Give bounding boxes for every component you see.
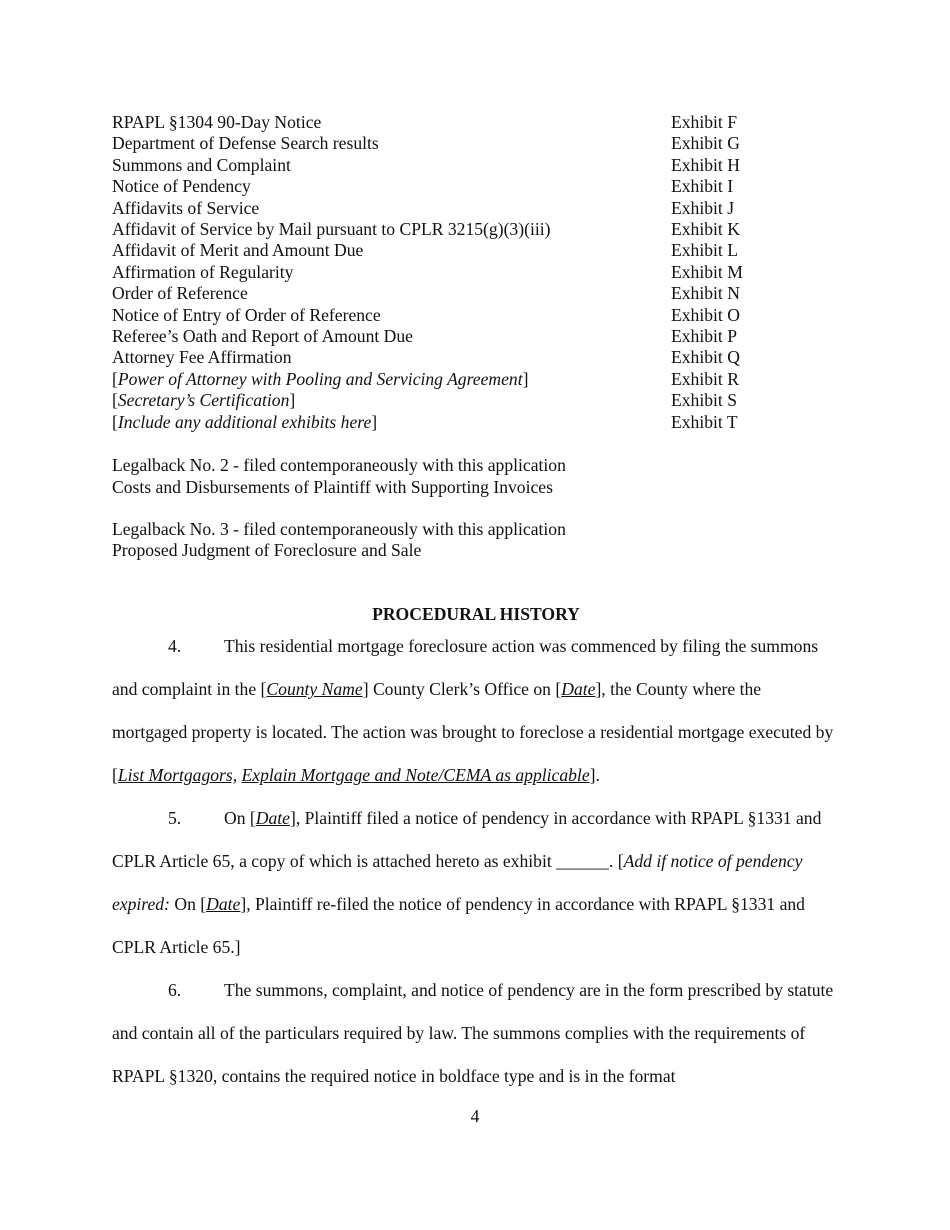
placeholder-mortgage-note: Explain Mortgage and Note/CEMA as applicable [241,765,590,786]
document-page [112,112,840,1098]
exhibit-row [112,326,840,347]
exhibit-row [112,412,840,433]
exhibit-label: Exhibit M [671,261,743,282]
exhibit-row [112,305,840,326]
exhibit-label: Exhibit L [671,240,738,261]
paragraph-6 [112,969,840,1098]
exhibit-label: Exhibit G [671,133,740,154]
exhibit-row [112,133,840,154]
exhibit-title: Notice of Pendency [112,176,251,197]
exhibit-label: Exhibit O [671,304,740,325]
paragraph-text: ], Plaintiff filed a notice of pendency in accordance with RPAPL §1331 and CPLR Article 65, a copy of which is attached hereto as exhibit ______. [ [112,808,822,872]
exhibit-row [112,112,840,133]
exhibit-row [112,283,840,304]
instruction-text: Add if notice of pendency expired: [112,851,803,915]
legalback-line: Costs and Disbursements of Plaintiff with Supporting Invoices [112,476,553,497]
exhibit-title: Notice of Entry of Order of Reference [112,304,381,325]
exhibit-title: Order of Reference [112,283,248,304]
legalback-line: Proposed Judgment of Foreclosure and Sale [112,540,422,561]
paragraph-4 [112,625,840,797]
legalback-line: Legalback No. 3 - filed contemporaneously with this application [112,518,566,539]
exhibit-list [112,112,840,433]
section-heading: PROCEDURAL HISTORY [372,603,580,624]
paragraph-text: ]. [589,765,600,786]
legalback-block [112,519,840,562]
exhibit-title: Affidavit of Merit and Amount Due [112,240,364,261]
paragraph-text: ], Plaintiff re-filed the notice of pendency in accordance with RPAPL §1331 and CPLR Article 65.] [112,894,805,958]
paragraph-text: ], the County where the mortgaged property is located. The action was brought to foreclose a residential mortgage executed by [ [112,679,834,786]
exhibit-label: Exhibit T [671,411,738,432]
exhibit-title: Affidavit of Service by Mail pursuant to CPLR 3215(g)(3)(iii) [112,219,551,240]
exhibit-title: Department of Defense Search results [112,133,379,154]
placeholder-date: Date [255,808,290,829]
exhibit-title-italic: Secretary’s Certification [117,390,290,411]
paragraph-5 [112,797,840,969]
exhibit-title: Attorney Fee Affirmation [112,347,292,368]
placeholder-county: County Name [266,679,363,700]
exhibit-row [112,176,840,197]
paragraph-text: On [ [224,808,256,829]
exhibit-title: Summons and Complaint [112,154,291,175]
exhibit-label: Exhibit R [671,368,739,389]
paragraph-text: ] County Clerk’s Office on [ [362,679,562,700]
exhibit-label: Exhibit F [671,112,737,132]
exhibit-label: Exhibit J [671,197,735,218]
paragraph-number: 5. [168,808,182,829]
exhibit-label: Exhibit K [671,219,740,240]
exhibit-label: Exhibit H [671,154,740,175]
exhibit-title: [Include any additional exhibits here] [112,411,378,432]
paragraph-text: This residential mortgage foreclosure action was commenced by filing the summons and complaint in the [ [112,636,819,700]
exhibit-title: [Secretary’s Certification] [112,390,296,411]
exhibit-title: RPAPL §1304 90-Day Notice [112,112,322,132]
placeholder-date: Date [561,679,596,700]
exhibit-title-italic: Include any additional exhibits here [117,411,372,432]
exhibit-row [112,390,840,411]
page-number: 4 [470,1106,480,1126]
exhibit-row [112,198,840,219]
exhibit-label: Exhibit N [671,283,740,304]
exhibit-label: Exhibit P [671,326,737,347]
paragraph-number: 6. [168,980,182,1001]
exhibit-label: Exhibit S [671,390,737,411]
exhibit-row [112,240,840,261]
exhibit-label: Exhibit I [671,176,734,197]
exhibit-title: Affirmation of Regularity [112,261,294,282]
paragraph-number: 4. [168,636,182,657]
exhibit-row [112,219,840,240]
exhibit-row [112,347,840,368]
placeholder-mortgagors: List Mortgagors, [117,765,238,786]
paragraph-text: On [ [169,894,207,915]
exhibit-title: Referee’s Oath and Report of Amount Due [112,326,413,347]
exhibit-label: Exhibit Q [671,347,740,368]
legalback-line: Legalback No. 2 - filed contemporaneously with this application [112,455,566,476]
placeholder-date: Date [206,894,241,915]
legalback-block [112,455,840,498]
exhibit-row [112,262,840,283]
exhibit-title-italic: Power of Attorney with Pooling and Servicing Agreement [117,368,523,389]
exhibit-row [112,369,840,390]
exhibit-title: Affidavits of Service [112,197,260,218]
exhibit-title: [Power of Attorney with Pooling and Servicing Agreement] [112,368,529,389]
exhibit-row [112,155,840,176]
paragraph-text: The summons, complaint, and notice of pendency are in the form prescribed by statute and contain all of the particulars required by law. The summons complies with the requirements of RPAPL §1320, contains the required notice in boldface type and is in the format [112,980,834,1087]
